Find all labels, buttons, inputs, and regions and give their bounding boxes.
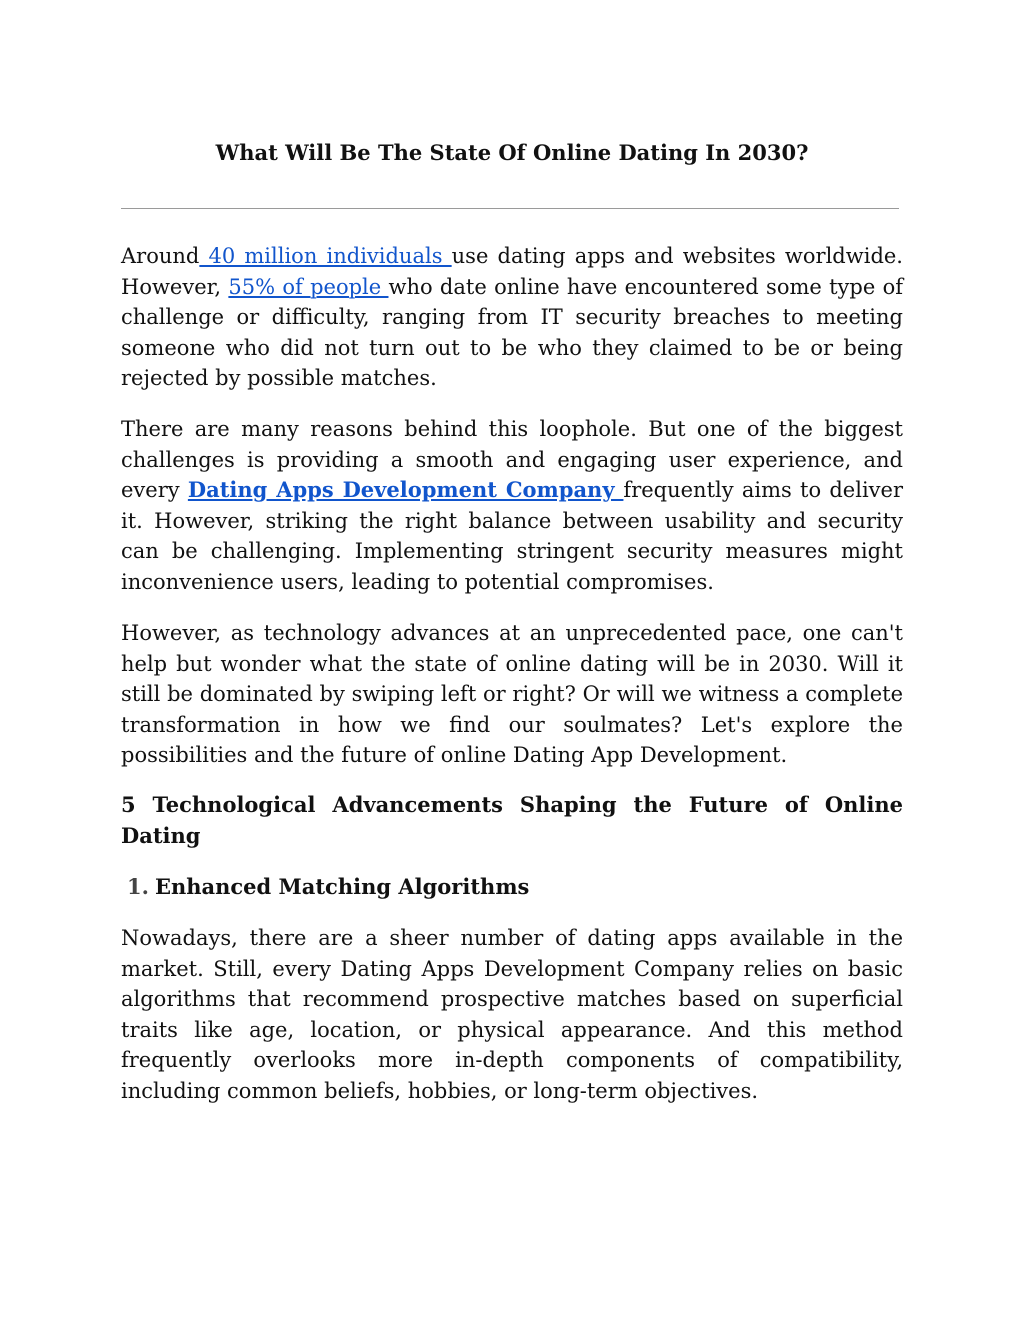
subsection-title: Enhanced Matching Algorithms [154,874,530,899]
p2-text-1: There are many reasons behind this loophole. But one of the biggest challenges is providing a smooth and engaging user experience, and every [121,417,903,502]
loophole-paragraph [121,414,903,597]
future-paragraph: However, as technology advances at an unprecedented pace, one can't help but wonder what the state of online dating will be in 2030. Will it still be dominated by swiping left or right? Or will we witness a complete transformation in how we find our soulmates? Let's explore the possibilities and the future of online Dating App Development. [121,621,903,767]
subsection-heading [121,872,529,902]
link-55-percent-of-people[interactable]: 55% of people [228,274,389,299]
link-dating-apps-development-company[interactable]: Dating Apps Development Company [187,477,624,502]
p2-text-2: frequently aims to deliver it. However, striking the right balance between usability and security can be challenging. Implementing stringent security measures might inconvenience users, leading to potential compromises. [121,478,903,594]
matching-algorithms-paragraph: Nowadays, there are a sheer number of dating apps available in the market. Still, every Dating Apps Development Company relies on basic algorithms that recommend prospective matches based on superficial traits like age, location, or physical appearance. And this method frequently overlooks more in-depth components of compatibility, including common beliefs, hobbies, or long-term objectives. [121,926,903,1103]
p1-text-2: use dating apps and websites worldwide. However, [121,244,903,299]
section-heading: 5 Technological Advancements Shaping the Future of Online Dating [121,792,903,848]
subsection-number: 1. [127,874,149,899]
p1-text-1: Around [121,244,200,268]
page-title: What Will Be The State Of Online Dating In 2030? [215,140,809,165]
link-40-million-individuals[interactable]: 40 million individuals [199,244,452,268]
p1-text-3: who date online have encountered some type of challenge or difficulty, ranging from IT security breaches to meeting someone who did not turn out to be who they claimed to be or being rejected by possible matches. [121,274,904,390]
title-divider [121,208,899,209]
intro-paragraph [121,241,903,394]
